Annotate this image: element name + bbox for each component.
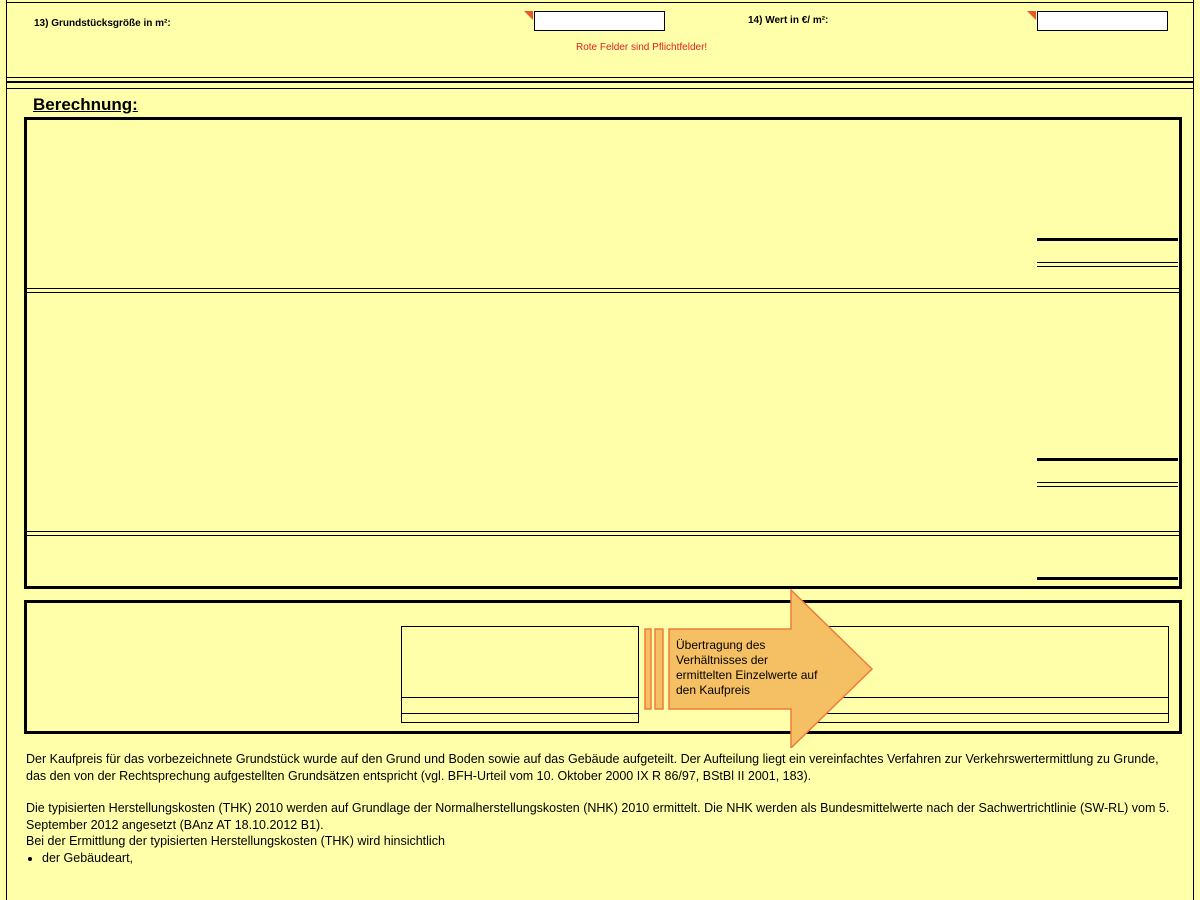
description-text bbox=[26, 751, 1176, 866]
required-marker bbox=[1027, 11, 1036, 20]
sum-underline bbox=[1037, 486, 1178, 487]
transfer-arrow-text: Übertragung des Verhältnisses der ermittelten Einzelwerte auf den Kaufpreis bbox=[676, 638, 818, 697]
calc-row-divider bbox=[26, 535, 1180, 536]
section-divider bbox=[6, 77, 1194, 78]
sum-underline bbox=[1037, 482, 1178, 483]
left-box-divider bbox=[401, 697, 639, 698]
left-border-line bbox=[6, 0, 7, 900]
description-paragraph: Der Kaufpreis für das vorbezeichnete Grundstück wurde auf den Grund und Boden sowie auf das Gebäude aufgeteilt. Der Aufteilung liegt ein vereinfachtes Verfahren zur Verkehrswertermittlung zu Grunde, das den von der Rechtsprechung aufgestellten Grundsätzen entspricht (vgl. BFH-Urteil vom 10. Oktober 2000 IX R 86/97, BStBl II 2001, 183). bbox=[26, 752, 1159, 783]
required-fields-note: Rote Felder sind Pflichtfelder! bbox=[576, 42, 708, 53]
sum-underline bbox=[1037, 577, 1178, 580]
sum-underline bbox=[1037, 238, 1178, 241]
field-13-label: 13) Grundstücksgröße in m²: bbox=[34, 18, 171, 29]
section-divider bbox=[6, 81, 1194, 83]
calculation-heading: Berechnung: bbox=[33, 95, 138, 114]
description-bullets bbox=[26, 850, 1176, 867]
wert-pro-qm-input[interactable] bbox=[1037, 11, 1168, 31]
left-value-box bbox=[401, 626, 639, 723]
top-border-line bbox=[6, 2, 1194, 3]
left-box-divider bbox=[401, 713, 639, 714]
grundstuecksgroesse-input[interactable] bbox=[534, 11, 665, 31]
sum-underline bbox=[1037, 266, 1178, 267]
description-paragraph: Die typisierten Herstellungskosten (THK) 2010 werden auf Grundlage der Normalherstellungskosten (NHK) 2010 ermittelt. Die NHK werden als Bundesmittelwerte nach der Sachwertrichtlinie (SW-RL) vom 5. September 2012 angesetzt (BAnz AT 18.10.2012 B1). bbox=[26, 801, 1170, 832]
calc-row-divider bbox=[26, 531, 1180, 532]
sum-underline bbox=[1037, 262, 1178, 263]
calculation-box bbox=[24, 117, 1182, 589]
list-item: • der Gebäudeart, bbox=[42, 850, 1176, 867]
calc-row-divider bbox=[26, 292, 1180, 293]
required-marker bbox=[524, 11, 533, 20]
section-divider bbox=[6, 88, 1194, 89]
calc-row-divider bbox=[26, 288, 1180, 289]
field-14-label: 14) Wert in €/ m²: bbox=[748, 15, 829, 26]
sum-underline bbox=[1037, 458, 1178, 461]
description-paragraph: Bei der Ermittlung der typisierten Herstellungskosten (THK) wird hinsichtlich bbox=[26, 834, 445, 848]
right-border-line bbox=[1193, 0, 1194, 900]
